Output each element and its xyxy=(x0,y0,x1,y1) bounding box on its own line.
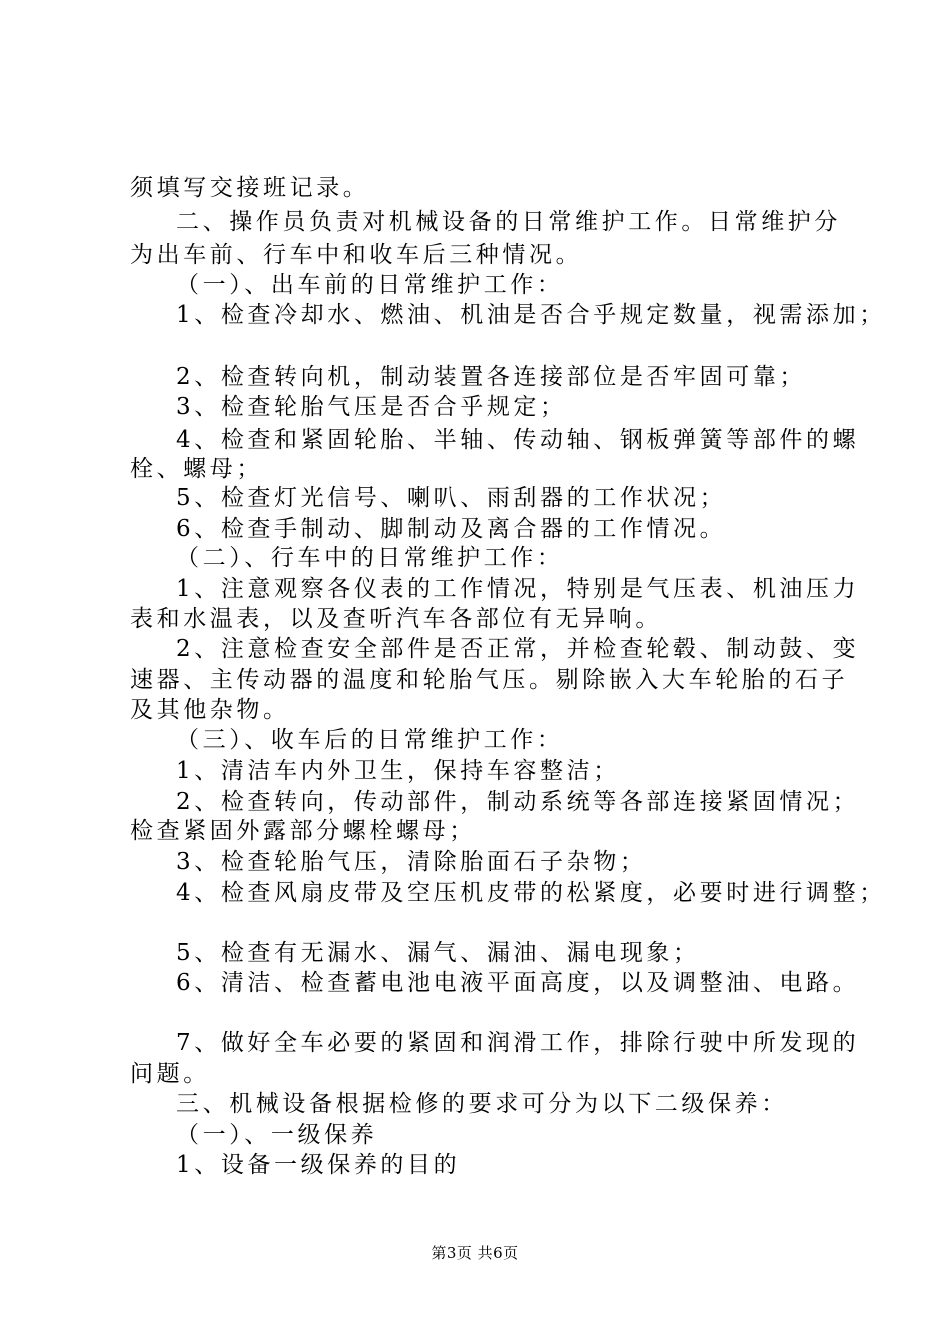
list-item: 3、检查轮胎气压，清除胎面石子杂物； xyxy=(176,849,647,875)
text-line: 表和水温表，以及查听汽车各部位有无异响。 xyxy=(130,606,662,632)
list-item: 4、检查和紧固轮胎、半轴、传动轴、钢板弹簧等部件的螺 xyxy=(176,427,860,453)
list-item: 3、检查轮胎气压是否合乎规定； xyxy=(176,394,567,420)
list-item: 6、检查手制动、脚制动及离合器的工作情况。 xyxy=(176,516,727,542)
text-line: 栓、螺母； xyxy=(130,456,263,482)
list-item: 1、清洁车内外卫生，保持车容整洁； xyxy=(176,758,620,784)
list-item: 5、检查灯光信号、喇叭、雨刮器的工作状况； xyxy=(176,485,727,511)
section-heading: 三、机械设备根据检修的要求可分为以下二级保养： xyxy=(176,1091,788,1117)
list-item: 5、检查有无漏水、漏气、漏油、漏电现象； xyxy=(176,940,700,966)
page-number-footer: 第3页 共6页 xyxy=(431,1244,519,1262)
text-line: 问题。 xyxy=(130,1061,210,1087)
text-line: 为出车前、行车中和收车后三种情况。 xyxy=(130,242,583,268)
list-item: 4、检查风扇皮带及空压机皮带的松紧度，必要时进行调整； xyxy=(176,880,886,906)
subsection-heading: （二）、行车中的日常维护工作： xyxy=(176,545,564,571)
subsection-heading: （一）、出车前的日常维护工作： xyxy=(176,272,564,298)
subsection-heading: （一）、一级保养 xyxy=(176,1122,378,1148)
list-item: 7、做好全车必要的紧固和润滑工作，排除行驶中所发现的 xyxy=(176,1030,860,1056)
text-line: 及其他杂物。 xyxy=(130,697,290,723)
subsection-heading: （三）、收车后的日常维护工作： xyxy=(176,727,564,753)
list-item: 2、检查转向机，制动装置各连接部位是否牢固可靠； xyxy=(176,364,807,390)
list-item: 1、设备一级保养的目的 xyxy=(176,1152,461,1178)
section-heading: 二、操作员负责对机械设备的日常维护工作。日常维护分 xyxy=(176,209,841,235)
list-item: 6、清洁、检查蓄电池电液平面高度，以及调整油、电路。 xyxy=(176,970,860,996)
list-item: 2、注意检查安全部件是否正常，并检查轮毂、制动鼓、变 xyxy=(176,636,860,662)
list-item: 2、检查转向，传动部件，制动系统等各部连接紧固情况； xyxy=(176,789,860,815)
list-item: 1、检查冷却水、燃油、机油是否合乎规定数量，视需添加； xyxy=(176,302,886,328)
text-line: 速器、主传动器的温度和轮胎气压。剔除嵌入大车轮胎的石子 xyxy=(130,667,849,693)
list-item: 1、注意观察各仪表的工作情况，特别是气压表、机油压力 xyxy=(176,576,860,602)
text-line: 检查紧固外露部分螺栓螺母； xyxy=(130,818,476,844)
text-line: 须填写交接班记录。 xyxy=(130,175,370,201)
